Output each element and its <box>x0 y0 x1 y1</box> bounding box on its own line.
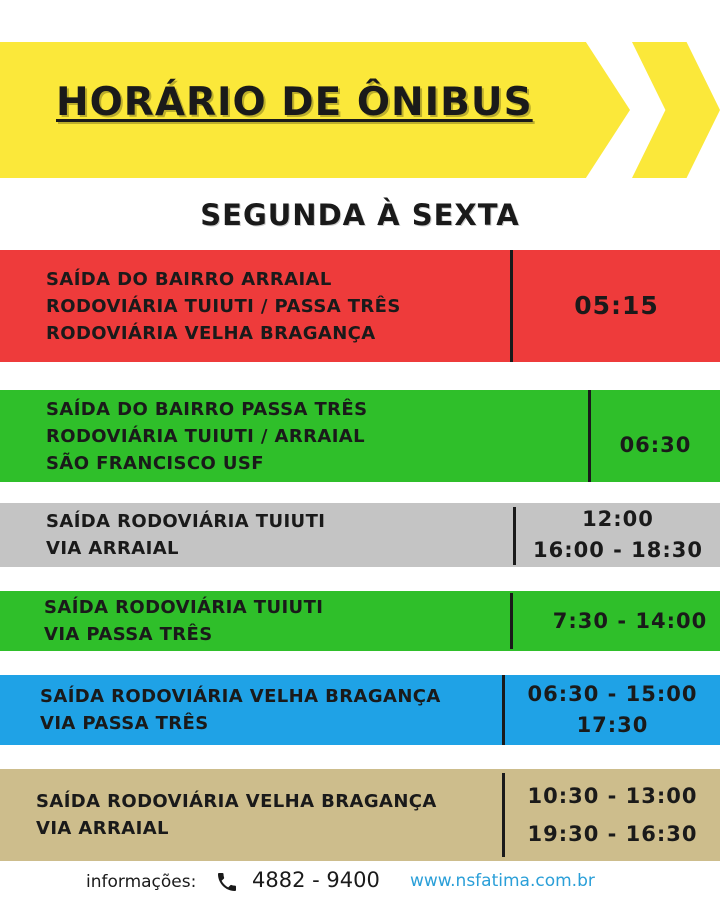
route-times <box>513 250 720 362</box>
departure-time: 16:00 - 18:30 <box>532 538 704 562</box>
route-line: SAÍDA RODOVIÁRIA TUIUTI <box>44 597 324 618</box>
route-line: SAÍDA RODOVIÁRIA VELHA BRAGANÇA <box>36 791 437 812</box>
info-label: informações: <box>86 872 197 892</box>
route-card-1 <box>0 250 720 362</box>
route-card-5 <box>0 675 720 745</box>
route-description <box>46 390 367 482</box>
departure-time: 06:30 <box>619 433 692 457</box>
route-card-3 <box>0 503 720 567</box>
route-description <box>46 250 401 362</box>
departure-time: 10:30 - 13:00 <box>527 784 698 808</box>
route-times <box>540 591 720 651</box>
departure-time: 12:00 <box>582 507 654 531</box>
route-card-6 <box>0 769 720 861</box>
route-times <box>516 503 720 567</box>
route-card-4 <box>0 591 720 651</box>
footer <box>0 868 720 898</box>
route-description <box>44 591 323 651</box>
route-line: RODOVIÁRIA TUIUTI / ARRAIAL <box>46 425 366 447</box>
route-line: SÃO FRANCISCO USF <box>46 452 264 474</box>
route-line: SAÍDA DO BAIRRO ARRAIAL <box>46 268 332 290</box>
phone-icon <box>214 870 240 894</box>
route-line: VIA PASSA TRÊS <box>44 624 213 645</box>
route-card-2 <box>0 390 720 482</box>
route-times <box>591 390 720 482</box>
route-description <box>40 675 441 745</box>
route-line: RODOVIÁRIA VELHA BRAGANÇA <box>46 322 376 344</box>
departure-time: 7:30 - 14:00 <box>552 609 708 633</box>
route-line: SAÍDA RODOVIÁRIA TUIUTI <box>46 511 326 532</box>
departure-time: 19:30 - 16:30 <box>527 822 698 846</box>
route-line: SAÍDA DO BAIRRO PASSA TRÊS <box>46 398 368 420</box>
route-line: SAÍDA RODOVIÁRIA VELHA BRAGANÇA <box>40 686 441 707</box>
schedule-days-heading: SEGUNDA À SEXTA <box>200 198 520 232</box>
route-line: VIA PASSA TRÊS <box>40 713 209 734</box>
phone-number[interactable]: 4882 - 9400 <box>252 868 380 892</box>
route-times <box>505 769 720 861</box>
chevron-right-icon <box>632 42 720 178</box>
page-title: HORÁRIO DE ÔNIBUS <box>56 80 533 125</box>
column-divider <box>510 593 513 649</box>
route-description <box>46 503 325 567</box>
route-description <box>36 769 437 861</box>
departure-time: 06:30 - 15:00 <box>527 682 698 706</box>
route-line: VIA ARRAIAL <box>46 538 179 559</box>
website-link[interactable]: www.nsfatima.com.br <box>410 871 595 891</box>
route-times <box>505 675 720 745</box>
route-line: RODOVIÁRIA TUIUTI / PASSA TRÊS <box>46 295 401 317</box>
route-line: VIA ARRAIAL <box>36 818 169 839</box>
departure-time: 05:15 <box>574 291 659 320</box>
departure-time: 17:30 <box>576 713 649 737</box>
